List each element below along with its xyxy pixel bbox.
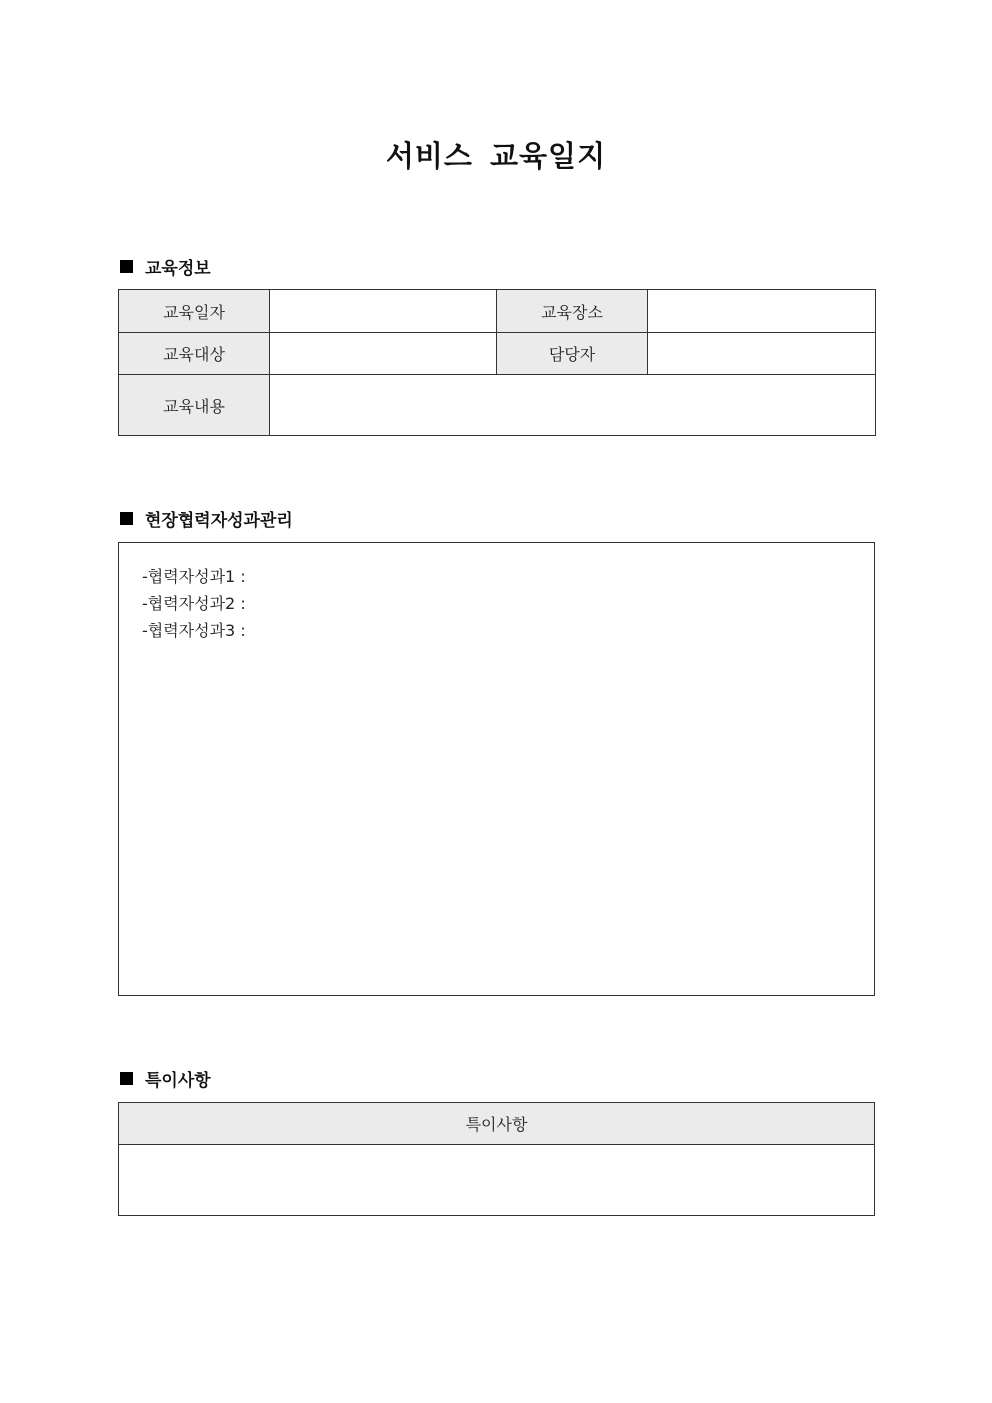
education-info-table	[118, 289, 876, 436]
table-row	[119, 290, 876, 333]
education-location-field[interactable]	[648, 290, 876, 333]
performance-item-3: -협력자성과3 :	[142, 621, 246, 640]
notes-content-field[interactable]	[119, 1145, 875, 1216]
performance-item-1: -협력자성과1 :	[142, 567, 246, 586]
notes-heading	[120, 1066, 211, 1091]
education-content-label: 교육내용	[119, 375, 270, 436]
square-bullet-icon	[120, 260, 133, 273]
education-info-heading	[120, 254, 211, 279]
document-title: 서비스 교육일지	[385, 139, 607, 173]
person-in-charge-label: 담당자	[497, 333, 648, 375]
table-row	[119, 375, 876, 436]
square-bullet-icon	[120, 1072, 133, 1085]
performance-heading-label: 현장협력자성과관리	[145, 511, 293, 531]
notes-table	[118, 1102, 875, 1216]
table-row	[119, 333, 876, 375]
performance-item-2: -협력자성과2 :	[142, 594, 246, 613]
notes-heading-label: 특이사항	[145, 1071, 211, 1091]
performance-box[interactable]	[118, 542, 875, 996]
education-info-heading-label: 교육정보	[145, 259, 211, 279]
education-target-label: 교육대상	[119, 333, 270, 375]
education-target-field[interactable]	[270, 333, 497, 375]
performance-heading	[120, 506, 293, 531]
person-in-charge-field[interactable]	[648, 333, 876, 375]
square-bullet-icon	[120, 512, 133, 525]
table-row	[119, 1103, 875, 1145]
education-date-label: 교육일자	[119, 290, 270, 333]
education-date-field[interactable]	[270, 290, 497, 333]
table-row	[119, 1145, 875, 1216]
performance-list	[142, 563, 246, 644]
education-content-field[interactable]	[270, 375, 876, 436]
education-location-label: 교육장소	[497, 290, 648, 333]
notes-table-header: 특이사항	[119, 1103, 875, 1145]
